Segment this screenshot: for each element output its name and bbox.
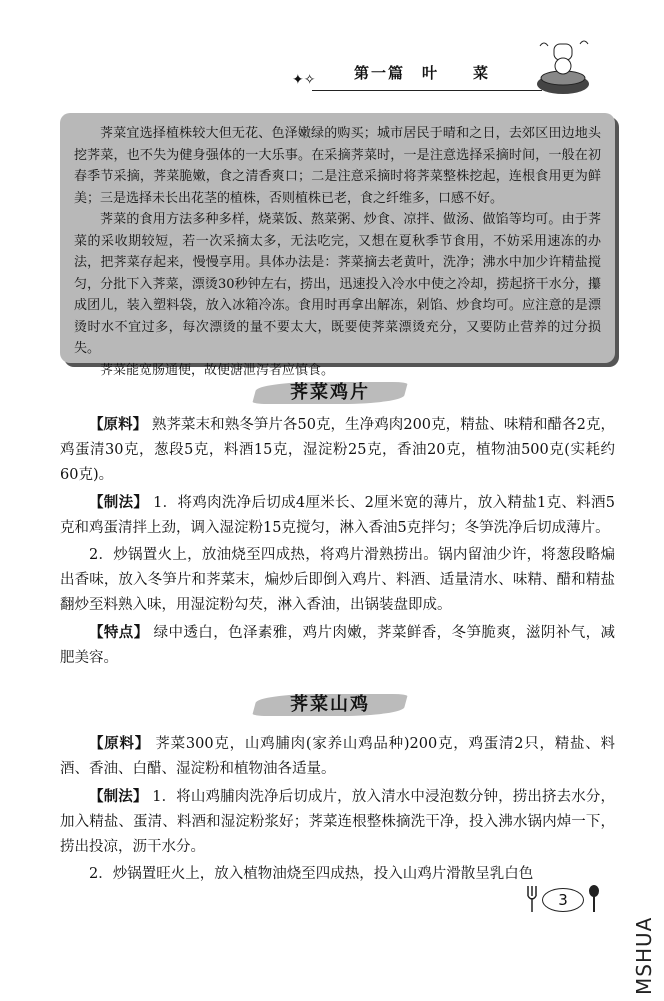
fork-icon xyxy=(522,884,542,914)
intro-paragraph: 荠菜能宽肠通便，故便溏泄泻者应慎食。 xyxy=(100,362,335,378)
chef-cooking-icon xyxy=(528,38,598,98)
recipe2-body xyxy=(60,731,615,889)
ingredients-paragraph: 【原料】 熟荠菜末和熟冬笋片各50克，生净鸡肉200克，精盐、味精和醋各2克，鸡蛋清30克，葱段5克，料酒15克，湿淀粉25克，香油20克，植物油500克(实耗约60克)。 xyxy=(60,416,615,483)
intro-paragraph: 荠菜的食用方法多种多样，烧菜饭、熬菜粥、炒食、凉拌、做汤、做馅等均可。由于荠菜的采收期较短，若一次采摘太多，无法吃完，又想在夏秋季节食用，不妨采用速冻的办法，把荠菜存起来，慢慢享用。具体办法是：荠菜摘去老黄叶，洗净；沸水中加少许精盐搅匀，分批下入荠菜，漂烫30秒钟左右，捞出，迅速投入冷水中使之冷却，捞起挤干水分，攥成团儿，装入塑料袋，放入冰箱冷冻。食用时再拿出解冻，剁馅、炒食均可。应注意的是漂烫时水不宜过多，每次漂烫的量不要太大，既要使荠菜漂烫充分，又要防止营养的过分损失。 xyxy=(74,212,601,356)
ingredients-paragraph: 【原料】 荠菜300克，山鸡脯肉(家养山鸡品种)200克，鸡蛋清2只，精盐、料酒、香油、白醋、湿淀粉和植物油各适量。 xyxy=(60,735,616,777)
page-number: 3 xyxy=(542,888,584,912)
intro-box xyxy=(60,113,615,378)
recipe1-title: 荠菜鸡片 xyxy=(255,376,405,410)
method-paragraph: 2．炒锅置火上，放油烧至四成热，将鸡片滑熟捞出。锅内留油少许，将葱段略煸出香味，放入冬笋片和荠菜末，煸炒后即倒入鸡片、料酒、适量清水、味精、醋和精盐翻炒至料熟入味，用湿淀粉勾芡，淋入香油，出锅装盘即成。 xyxy=(60,547,615,613)
recipe2-title: 荠菜山鸡 xyxy=(255,688,405,722)
method-paragraph: 【制法】 1．将鸡肉洗净后切成4厘米长、2厘米宽的薄片，放入精盐1克、料酒5克和鸡蛋清拌上劲，调入湿淀粉15克搅匀，淋入香油5克拌匀；冬笋洗净后切成薄片。 xyxy=(60,494,616,536)
page-number-badge xyxy=(522,880,604,922)
page-header xyxy=(292,58,542,98)
sparkle-icon: ✦✧ xyxy=(292,72,316,88)
spoon-icon xyxy=(584,884,604,914)
method-paragraph: 2．炒锅置旺火上，放入植物油烧至四成热，投入山鸡片滑散呈乳白色 xyxy=(89,866,534,882)
recipe1-body xyxy=(60,412,615,673)
header-rule xyxy=(312,90,542,91)
chapter-title: 第一篇 叶 菜 xyxy=(354,64,491,82)
feature-paragraph: 【特点】 绿中透白，色泽素雅，鸡片肉嫩，荠菜鲜香，冬笋脆爽，滋阴补气，减肥美容。 xyxy=(60,624,616,666)
method-paragraph: 【制法】 1．将山鸡脯肉洗净后切成片，放入清水中浸泡数分钟，捞出挤去水分，加入精盐、蛋清、料酒和湿淀粉浆好；荠菜连根整株摘洗干净，投入沸水锅内焯一下，捞出投凉，沥干水分。 xyxy=(60,788,616,855)
watermark: MSHUA xyxy=(632,916,656,995)
intro-paragraph: 荠菜宜选择植株较大但无花、色泽嫩绿的购买；城市居民于晴和之日，去郊区田边地头挖荠菜，也不失为健身强体的一大乐事。在采摘荠菜时，一是注意选择采摘时间，一般在初春季节采摘，荠菜脆嫩，食之清香爽口；二是注意采摘时将荠菜整株挖起，连根食用更为鲜美；三是选择未长出花茎的植株，否则植株已老，食之纤维多，口感不好。 xyxy=(74,126,601,206)
